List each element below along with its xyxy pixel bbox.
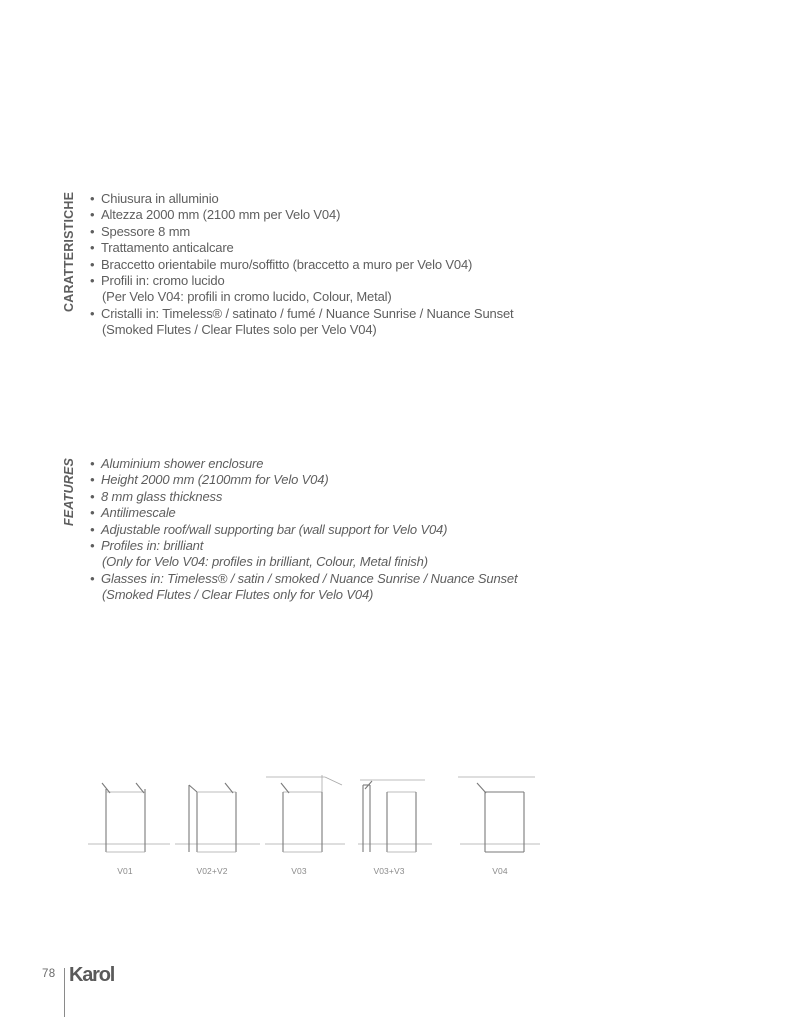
list-item-continuation: (Per Velo V04: profili in cromo lucido, Colour, Metal) <box>102 289 392 305</box>
bullet-icon: • <box>90 207 95 223</box>
features-list <box>90 456 517 604</box>
list-item: • Braccetto orientabile muro/soffitto (braccetto a muro per Velo V04) <box>90 256 473 272</box>
bullet-icon: • <box>90 488 95 504</box>
bullet-icon: • <box>90 538 95 554</box>
brand-name: Karol <box>69 964 115 986</box>
list-item-continuation: (Only for Velo V04: profiles in brilliant, Colour, Metal finish) <box>102 554 428 570</box>
bullet-icon: • <box>90 256 95 272</box>
bullet-icon: • <box>90 505 95 521</box>
list-item: • Trattamento anticalcare <box>90 240 234 256</box>
diagram-label-v03: V03 <box>291 866 307 876</box>
diagram-label-v03-v3: V03+V3 <box>373 866 405 876</box>
section-label-features: FEATURES <box>62 457 76 526</box>
bullet-icon: • <box>90 240 95 256</box>
list-item-continuation: (Smoked Flutes / Clear Flutes solo per Velo V04) <box>102 322 377 338</box>
bullet-icon: • <box>90 305 95 321</box>
shower-diagrams-svg <box>80 765 550 865</box>
diagram-label-v02-v2: V02+V2 <box>196 866 228 876</box>
list-item: • Spessore 8 mm <box>90 223 191 239</box>
list-item: • Chiusura in alluminio <box>90 191 219 206</box>
footer-divider <box>64 968 65 1017</box>
diagram-v04 <box>458 777 540 852</box>
list-item: • Height 2000 mm (2100mm for Velo V04) <box>90 472 329 488</box>
bullet-icon: • <box>90 570 95 586</box>
page-number: 78 <box>42 968 56 980</box>
bullet-icon: • <box>90 456 95 471</box>
section-label-caratteristiche: CARATTERISTICHE <box>62 191 76 312</box>
diagram-label-v04: V04 <box>492 866 508 876</box>
model-diagrams <box>80 765 550 876</box>
bullet-icon: • <box>90 521 95 537</box>
list-item-continuation: (Smoked Flutes / Clear Flutes only for Velo V04) <box>102 587 374 603</box>
bullet-icon: • <box>90 273 95 289</box>
list-item: • Antilimescale <box>90 505 176 521</box>
diagram-v01 <box>88 783 170 852</box>
list-item: • Adjustable roof/wall supporting bar (wall support for Velo V04) <box>90 521 448 537</box>
list-item: • Cristalli in: Timeless® / satinato / fumé / Nuance Sunrise / Nuance Sunset <box>90 305 514 321</box>
list-item: • Glasses in: Timeless® / satin / smoked / Nuance Sunrise / Nuance Sunset <box>90 570 518 586</box>
diagram-label-v01: V01 <box>117 866 133 876</box>
bullet-icon: • <box>90 223 95 239</box>
diagram-v03-v3 <box>358 780 432 852</box>
diagram-v02-v2 <box>175 783 260 852</box>
list-item: • 8 mm glass thickness <box>90 488 223 504</box>
bullet-icon: • <box>90 191 95 206</box>
caratteristiche-list <box>90 191 514 339</box>
list-item: • Profiles in: brilliant <box>90 538 204 554</box>
bullet-icon: • <box>90 472 95 488</box>
diagram-v03 <box>265 775 345 852</box>
list-item: • Profili in: cromo lucido <box>90 273 225 289</box>
list-item: • Altezza 2000 mm (2100 mm per Velo V04) <box>90 207 341 223</box>
list-item: • Aluminium shower enclosure <box>90 456 264 471</box>
